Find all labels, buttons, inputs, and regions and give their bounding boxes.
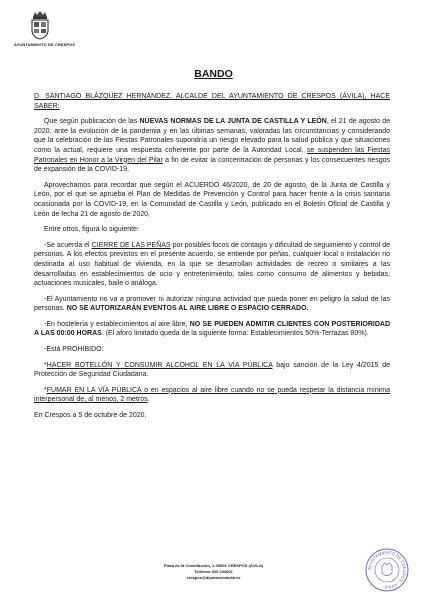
footer-address: Plaza de la Constitución, 1-05500 CRESPOS (ÁVILA): [163, 563, 264, 568]
stamp-text: AYUNTAMIENTO DE CRESPOS · ÁVILA ·: [366, 549, 408, 591]
item6-text-a: *: [44, 386, 47, 394]
paragraph-2: Aprovechamos para recordar que según el ACUERDO 46/2020, de 20 de agosto, de la Junta de Castilla y León, por el que se aprueba el Plan de Medidas de Prevención y Control para hacer frente a la crisis sanitaria ocasionada por la COVID-19, en la Comunidad de Castilla y León, publicado en el Boletín Oficial de Castilla y León de fecha 21 de agosto de 2020,: [34, 181, 390, 218]
footer: [0, 563, 427, 581]
measure-peñas: [34, 241, 390, 289]
item3-text-c: . (El aforo limitado queda de la siguiente forma: Establecimientos 50%-Terrazas 80%).: [101, 330, 369, 338]
author-text: D. SANTIAGO BLÁZQUEZ HERNÁNDEZ, ALCALDE DEL AYUNTAMIENTO DE CRESPOS (ÁVILA), HACE SABER:: [34, 93, 390, 110]
coat-of-arms-icon: [29, 10, 51, 40]
author-line: [34, 92, 390, 111]
item5-text-b: HACER BOTELLÓN Y CONSUMIR ALCOHOL EN LA VÍA PÚBLICA: [46, 361, 273, 369]
document-date: En Crespos a 5 de octubre de 2020.: [34, 412, 147, 420]
para1-text-d: se suspenden las Fiestas Patronales en Honor a la Virgen del Pilar: [34, 146, 390, 164]
item1-text-b: CIERRE DE LAS PEÑAS: [91, 241, 171, 249]
para1-text-b: NUEVAS NORMAS DE LA JUNTA DE CASTILLA Y LEÓN: [139, 118, 327, 126]
organization-name: AYUNTAMIENTO DE CRESPOS: [14, 42, 76, 47]
para1-text-e: a fin de evitar la concentración de personas y los consecuentes riesgos de expansión de la COVID-19,: [34, 156, 390, 174]
item6-text-b: FUMAR EN LA VÍA PÚBLICA o en espacios al aire libre cuando no se pueda respetar la distancia mínima interpersonal de, al menos, 2 metros: [34, 386, 390, 404]
measure-hostelry: [34, 320, 390, 339]
footer-email: crespos@diputacionavila.es: [186, 575, 241, 580]
item3-text-b: NO SE PUEDEN ADMITIR CLIENTES CON POSTERIORIDAD A LAS 00:00 HORAS: [34, 320, 391, 338]
item2-text-b: NO SE AUTORIZARÁN EVENTOS AL AIRE LIBRE O ESPACIO CERRADO.: [66, 305, 309, 313]
measure-events: [34, 295, 390, 314]
item2-text-a: -El Ayuntamiento no va a promover ni autorizar ninguna actividad que pueda poner en peligro la salud de las personas.: [34, 295, 390, 313]
item1-text-c: por posibles focos de contagio y dificultad de seguimiento y control de personas. A los efectos previstos en el presente acuerdo, se entiende por peñas, cualquier local o instalación no destinada al uso habitual de vivienda, en la que se desarrollan actividades de recreo o similares a las desarrolladas en establecimientos de ocio y entretenimiento, tales como consumo de alimentos y bebidas, actuaciones musicales, baile o análoga.: [34, 241, 390, 288]
item1-text-a: -Se acuerda el: [44, 241, 92, 249]
item5-text-c: bajo sanción de la Ley 4/2015 de Protección de Seguridad Ciudadana.: [34, 361, 390, 379]
para1-text-c: , el 21 de agosto de 2020, ante la evolución de la pandemia y en las últimas semanas, valoradas las circunstancias y considerando que la celebración de las Fiestas Patronales supondría un riesgo elevado para la salud pública y que situaciones como la actual, requiere una respuesta coherente por parte de la Autoridad Local,: [34, 118, 390, 154]
official-seal-stamp: [365, 548, 409, 592]
svg-text:AYUNTAMIENTO DE CRESPOS · ÁVIL: [367, 550, 407, 590]
para1-text-a: Que según publicación de las: [44, 118, 140, 126]
prohibition-alcohol: [34, 361, 390, 380]
prohibited-heading: -Está PROHIBIDO:: [44, 346, 104, 354]
footer-phone: Teléfono 920 244001: [194, 569, 233, 574]
paragraph-1: [34, 117, 390, 175]
paragraph-3: Entre otros, figura lo siguiente:: [44, 226, 139, 234]
item6-text-c: .: [147, 396, 150, 404]
page-title: BANDO: [194, 68, 233, 80]
item3-text-a: -En hostelería y establecimientos al aire libre,: [44, 320, 190, 328]
item5-text-a: *: [44, 361, 47, 369]
document-body: [34, 92, 390, 427]
prohibition-smoking: [34, 386, 390, 405]
